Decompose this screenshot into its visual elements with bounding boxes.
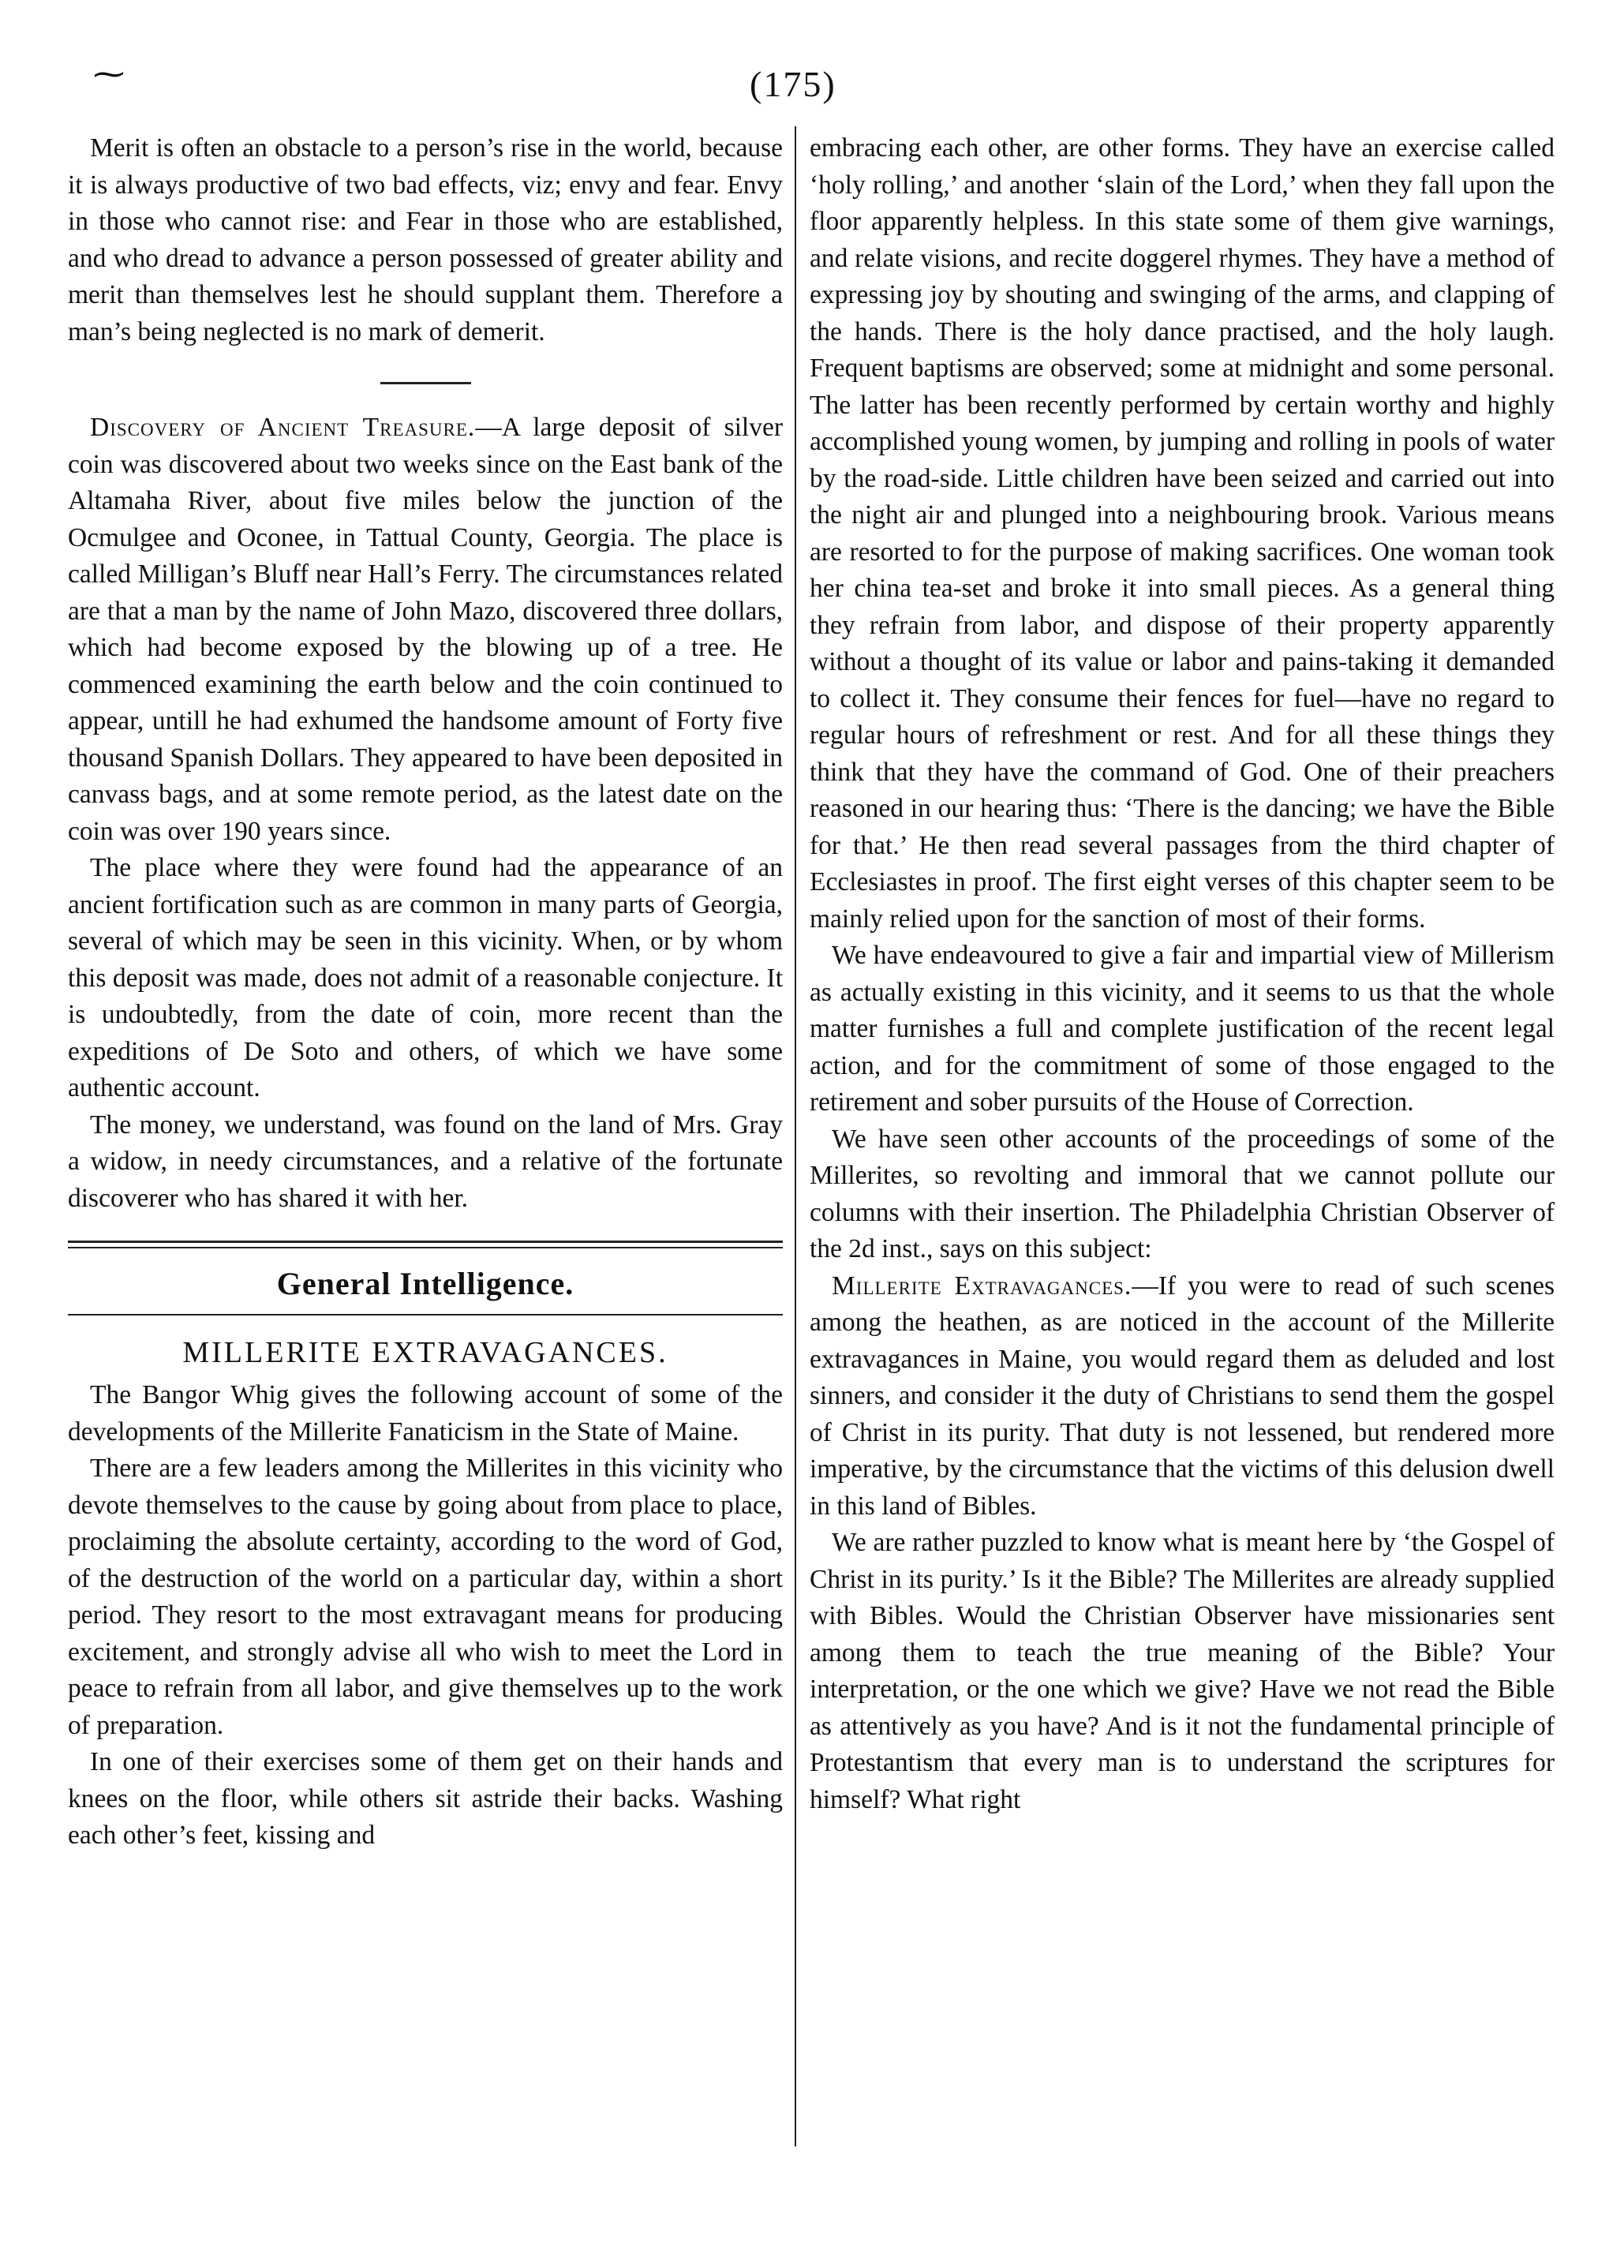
treasure-text-1: —A large deposit of silver coin was discovered about two weeks since on the East bank of the Altamaha River, about five miles below the junction of the Ocmulgee and Oconee, in Tattual County, Georgia. The place is called Milligan’s Bluff near Hall’s Ferry. The circumstances related are that a man by the name of John Mazo, discovered three dollars, which had become exposed by the blowing up of a tree. He commenced examining the earth below and the coin continued to appear, untill he had exhumed the handsome amount of Forty five thousand Spanish Dollars. They appeared to have been deposited in canvass bags, and at some remote period, as the latest date on the coin was over 190 years since.: [68, 413, 783, 846]
section-rule: [68, 1314, 783, 1316]
quote-heading: Millerite Extravagances.: [832, 1271, 1132, 1301]
millerite-paragraph-1: The Bangor Whig gives the following account of some of the developments of the Millerite Fanaticism in the State of Maine.: [68, 1380, 783, 1447]
merit-paragraph: Merit is often an obstacle to a person’s rise in the world, because it is always productive of two bad effects, viz; envy and fear. Envy in those who cannot rise: and Fear in those who are established, and who dread to advance a person possessed of greater ability and merit than themselves lest he should supplant them. Therefore a man’s being neglected is no mark of demerit.: [68, 133, 783, 346]
treasure-paragraph-3: The money, we understand, was found on the land of Mrs. Gray a widow, in needy circumstances, and a relative of the fortunate discoverer who has shared it with her.: [68, 1110, 783, 1213]
treasure-paragraph-2: The place where they were found had the appearance of an ancient fortification such as are common in many parts of Georgia, several of which may be seen in this vicinity. When, or by whom this deposit was made, does not admit of a reasonable conjecture. It is undoubtedly, from the date of coin, more recent than the expeditions of De Soto and others, of which we have some authentic account.: [68, 853, 783, 1102]
section-heading: General Intelligence.: [276, 1266, 574, 1301]
treasure-heading: Discovery of Ancient Treasure.: [90, 413, 476, 442]
millerite-paragraph-2: There are a few leaders among the Millerites in this vicinity who devote themselves to the cause by going about from place to place, proclaiming the absolute certainty, according to the word of God, of the destruction of the world on a particular day, within a short period. They resort to the most extravagant means for producing excitement, and strongly advise all who wish to meet the Lord in peace to refrain from all labor, and give themselves up to the work of preparation.: [68, 1454, 783, 1740]
article-heading: MILLERITE EXTRAVAGANCES.: [182, 1335, 668, 1369]
page-number: (175): [750, 64, 836, 104]
right-paragraph-2: We have endeavoured to give a fair and impartial view of Millerism as actually existing in this vicinity, and it seems to us that the whole matter furnishes a full and complete justification of the recent legal action, and for the commitment of some of those engaged to the retirement and sober pursuits of the House of Correction.: [810, 941, 1555, 1117]
left-column: [68, 130, 783, 1854]
right-paragraph-4: We are rather puzzled to know what is meant here by ‘the Gospel of Christ in its purity.’ Is it the Bible? The Millerites are already supplied with Bibles. Would the Christian Observer have missionaries sent among them to teach the true meaning of the Bible? Your interpretation, or the one which we give? Have we not read the Bible as attentively as you have? And is it not the fundamental principle of Protestantism that every man is to understand the scriptures for himself? What right: [810, 1528, 1555, 1814]
right-paragraph-3: We have seen other accounts of the proceedings of some of the Millerites, so revolting and immoral that we cannot pollute our columns with their insertion. The Philadelphia Christian Observer of the 2d inst., says on this subject:: [810, 1124, 1555, 1263]
right-paragraph-1: embracing each other, are other forms. They have an exercise called ‘holy rolling,’ and another ‘slain of the Lord,’ when they fall upon the floor apparently helpless. In this state some of them give warnings, and relate visions, and recite doggerel rhymes. They have a method of expressing joy by shouting and swinging of the arms, and clapping of the hands. There is the holy dance practised, and the holy laugh. Frequent baptisms are observed; some at midnight and some personal. The latter has been recently performed by certain worthy and highly accomplished young women, by jumping and rolling in pools of water by the road-side. Little children have been seized and carried out into the night air and plunged into a neighbouring brook. Various means are resorted to for the purpose of making sacrifices. One woman took her china tea-set and broke it into small pieces. As a general thing they refrain from labor, and dispose of their property apparently without a thought of its value or labor and pains-taking it demanded to collect it. They consume their fences for fuel—have no regard to regular hours of refreshment or rest. And for all these things they think that they have the command of God. One of their preachers reasoned in our hearing thus: ‘There is the dancing; we have the Bible for that.’ He then read several passages from the third chapter of Ecclesiastes in proof. The first eight verses of this chapter seem to be mainly relied upon for the sanction of most of their forms.: [810, 133, 1555, 934]
right-column: [810, 130, 1555, 1818]
section-double-rule: [68, 1241, 783, 1248]
treasure-paragraph-1: [68, 410, 783, 850]
millerite-paragraph-3: In one of their exercises some of them get on their hands and knees on the floor, while others sit astride their backs. Washing each other’s feet, kissing and: [68, 1747, 783, 1850]
observer-quote: [810, 1268, 1555, 1525]
quote-text: —If you were to read of such scenes among the heathen, as are noticed in the account of the Millerite extravagances in Maine, you would regard them as deluded and lost sinners, and consider it the duty of Christians to send them the gospel of Christ in its purity. That duty is not lessened, but rendered more imperative, by the circumstance that the victims of this delusion dwell in this land of Bibles.: [810, 1271, 1555, 1521]
page-mark: ⁓: [93, 56, 125, 92]
column-divider: [795, 126, 796, 2146]
separator-rule: [380, 382, 471, 384]
